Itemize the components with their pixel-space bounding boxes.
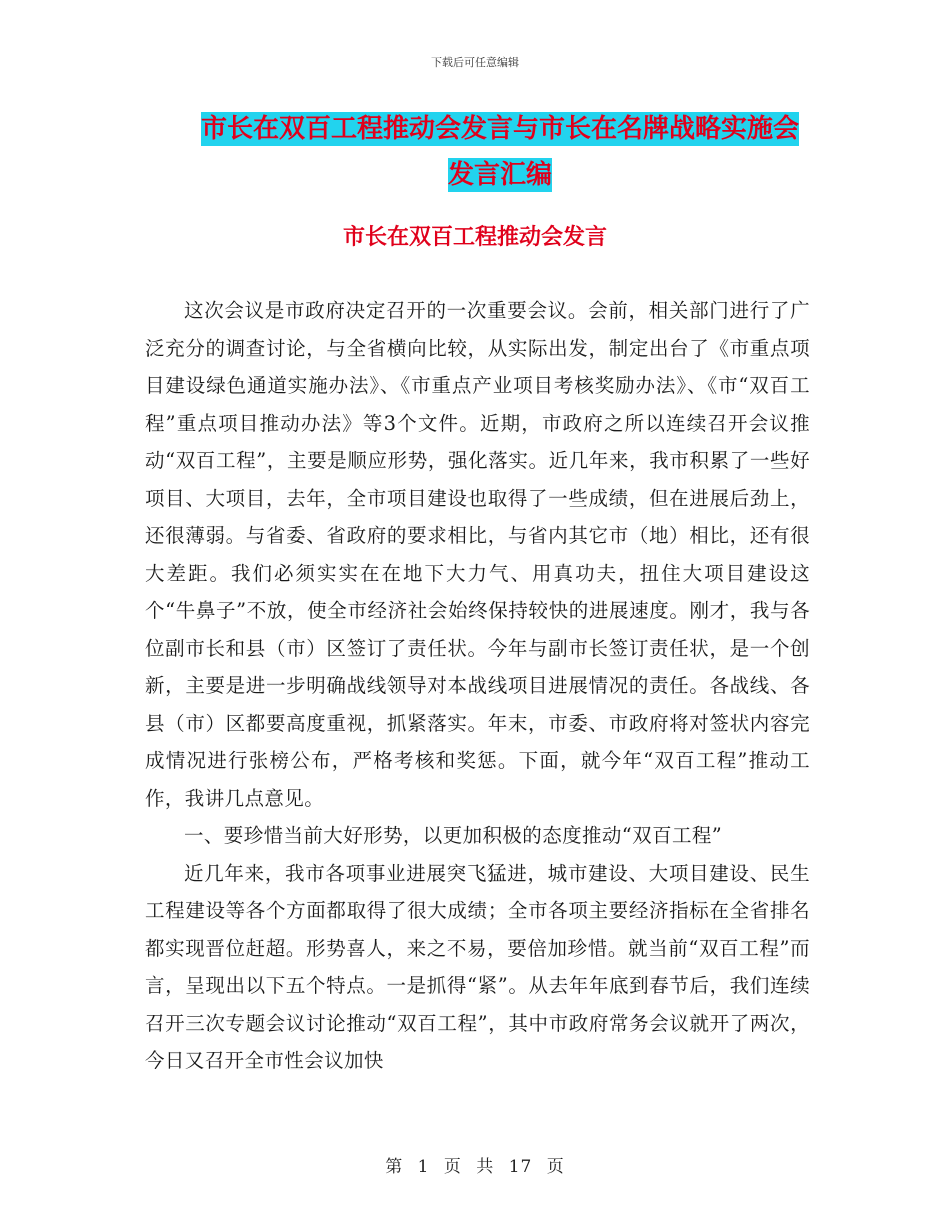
main-title <box>190 106 810 198</box>
main-title-text: 市长在双百工程推动会发言与市长在名牌战略实施会发言汇编 <box>200 114 799 190</box>
paragraph-section-1: 近几年来，我市各项事业进展突飞猛进，城市建设、大项目建设、民生工程建设等各个方面都取得了很大成绩；全市各项主要经济指标在全省排名都实现晋位赶超。形势喜人，来之不易，要倍加珍惜。就当前“双百工程”而言，呈现出以下五个特点。一是抓得“紧”。从去年年底到春节后，我们连续召开三次专题会议讨论推动“双百工程”，其中市政府常务会议就开了两次，今日又召开全市性会议加快 <box>145 861 810 1072</box>
body-text <box>145 292 810 1080</box>
footer-label-total: 共 <box>476 1157 495 1177</box>
section-title: 市长在双百工程推动会发言 <box>342 225 607 250</box>
footer-current-page: 1 <box>417 1157 430 1177</box>
header-note: 下载后可任意编辑 <box>431 56 519 69</box>
footer-total-pages: 17 <box>508 1157 533 1177</box>
footer-label-page: 第 <box>385 1157 404 1177</box>
paragraph-heading-1: 一、要珍惜当前大好形势，以更加积极的态度推动“双百工程” <box>184 824 723 847</box>
page-footer <box>0 1152 950 1177</box>
footer-label-unit: 页 <box>443 1157 462 1177</box>
footer-label-unit-end: 页 <box>546 1157 565 1177</box>
paragraph-intro: 这次会议是市政府决定召开的一次重要会议。会前，相关部门进行了广泛充分的调查讨论，与全省横向比较，从实际出发，制定出台了《市重点项目建设绿色通道实施办法》、《市重点产业项目考核奖励办法》、《市“双百工程”重点项目推动办法》等3个文件。近期，市政府之所以连续召开会议推动“双百工程”，主要是顺应形势，强化落实。近几年来，我市积累了一些好项目、大项目，去年，全市项目建设也取得了一些成绩，但在进展后劲上，还很薄弱。与省委、省政府的要求相比，与省内其它市（地）相比，还有很大差距。我们必须实实在在地下大力气、用真功夫，扭住大项目建设这个“牛鼻子”不放，使全市经济社会始终保持较快的进展速度。刚才，我与各位副市长和县（市）区签订了责任状。今年与副市长签订责任状，是一个创新，主要是进一步明确战线领导对本战线项目进展情况的责任。各战线、各县（市）区都要高度重视，抓紧落实。年末，市委、市政府将对签状内容完成情况进行张榜公布，严格考核和奖惩。下面，就今年“双百工程”推动工作，我讲几点意见。 <box>145 299 810 810</box>
